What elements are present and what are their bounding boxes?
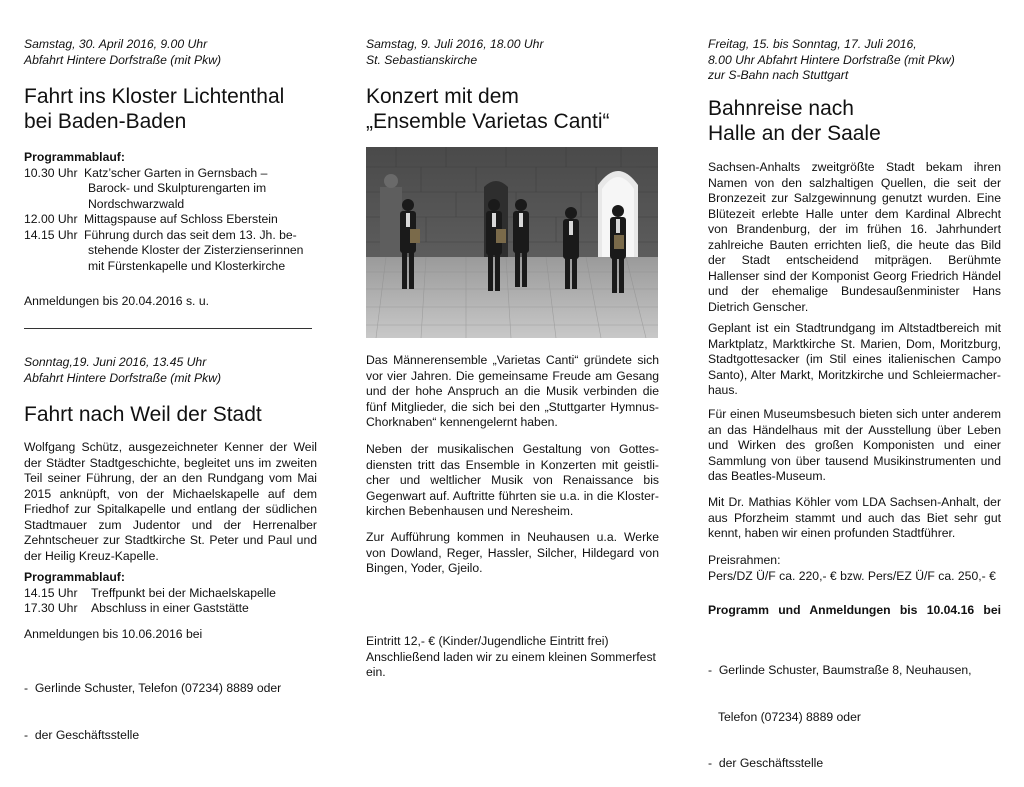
program-text: Abschluss in einer Gaststätte <box>91 601 249 615</box>
program-item <box>24 228 324 244</box>
body-line: Geplant ist ein Stadtrundgang im Altstadtbereich mit <box>708 321 1001 335</box>
body-line: Zur Aufführung kommen in Neuhausen u.a. Werke <box>366 530 659 544</box>
program-text: Führung durch das seit dem 13. Jh. be- <box>84 227 297 242</box>
event-weil-contacts <box>24 650 281 759</box>
title-line: Halle an der Saale <box>708 122 881 145</box>
program-item-cont: stehende Kloster der Zisterzienserinnen <box>88 243 304 257</box>
body-line: und der ehemalige Bundesaußenminister Hans <box>708 284 1001 298</box>
body-line: Blütezeit erlebte Halle unter dem Kardinal Albrecht <box>708 206 1001 221</box>
entry-line: Anschließend laden wir zu einem kleinen Sommerfest <box>366 649 656 664</box>
trip-halle-contacts <box>708 632 972 787</box>
title-line: Fahrt ins Kloster Lichtenthal <box>24 85 285 108</box>
program-item-cont: mit Fürstenkapelle und Klosterkirche <box>88 258 286 273</box>
section-divider <box>24 328 312 329</box>
ensemble-photo <box>366 147 658 338</box>
trip-halle-para1 <box>708 160 1001 315</box>
event-lichtenthal-registration: Anmeldungen bis 20.04.2016 s. u. <box>24 294 209 308</box>
contact-line: - Gerlinde Schuster, Baumstraße 8, Neuhausen, <box>708 663 972 677</box>
meta-line: 8.00 Uhr Abfahrt Hintere Dorfstraße (mit Pkw) <box>708 52 955 67</box>
trip-halle-title <box>708 96 881 146</box>
contact-line: - Gerlinde Schuster, Telefon (07234) 8889 oder <box>24 681 282 695</box>
event-lichtenthal-meta <box>24 37 221 68</box>
body-line: Für einen Museumsbesuch bieten sich unter anderem <box>708 407 1001 421</box>
body-line: Stadtmauer zum Judentor und der Herrenalber <box>24 517 317 532</box>
body-line: der Stadt entscheidend mitprägen. Berühmte <box>708 253 1001 267</box>
event-lichtenthal-program <box>24 150 324 274</box>
title-line: Konzert mit dem <box>366 85 519 108</box>
program-time: 12.00 Uhr <box>24 212 78 226</box>
concert-para2 <box>366 442 659 520</box>
body-line: Hallenser sind der Komponist Georg Friedrich Händel <box>708 268 1001 283</box>
event-weil-meta <box>24 355 221 386</box>
event-weil-registration: Anmeldungen bis 10.06.2016 bei <box>24 627 203 641</box>
trip-halle-program-registration: Programm und Anmeldungen bis 10.04.16 bei <box>708 603 1001 617</box>
body-line: kennt, haben wir einen profunden Stadtführer. <box>708 526 956 540</box>
body-line: Das Männerensemble „Varietas Canti“ gründete sich <box>366 353 659 367</box>
contact-line: - der Geschäftsstelle <box>708 756 824 770</box>
concert-meta <box>366 37 544 68</box>
program-text: Treffpunkt bei der Michaelskapelle <box>91 585 276 600</box>
event-weil-body <box>24 440 317 564</box>
meta-line: St. Sebastianskirche <box>366 52 478 67</box>
body-line: Gegenwart auf. Auftritte führten sie u.a. in die Kloster- <box>366 488 659 503</box>
body-line: aus Pforzheim stammt und auch das Biet sehr gut <box>708 510 1001 525</box>
body-line: Sachsen-Anhalts zweitgrößte Stadt bekam ihren <box>708 160 1001 174</box>
body-line: Santo), Alter Markt, Moritzkirche und Schleiermacher- <box>708 367 1001 382</box>
program-item <box>24 212 324 228</box>
program-item <box>24 166 324 182</box>
concert-para1 <box>366 353 659 431</box>
body-line: Wolfgang Schütz, ausgezeichneter Kenner der Weil <box>24 440 317 454</box>
meta-line: Abfahrt Hintere Dorfstraße (mit Pkw) <box>24 52 222 67</box>
body-line: vor vier Jahren. Die gemeinsame Freude am Gesang <box>366 368 659 383</box>
body-line: von Brandenburg, der im frühen 16. Jahrhundert <box>708 222 1001 236</box>
body-line: cher und weltlicher Musik von Renaissance bis <box>366 473 659 487</box>
body-line: haus. <box>708 383 738 397</box>
body-line: und der hohe Anspruch an die Musik verbinden die <box>366 384 659 398</box>
program-item-cont: Nordschwarzwald <box>88 196 185 211</box>
concert-para3 <box>366 530 659 577</box>
body-line: diensten tritt das Ensemble in Konzerten mit geistli- <box>366 457 659 472</box>
body-line: fünf Mitglieder, die sich bei den „Stuttgarter Hymnus- <box>366 399 659 414</box>
body-line: 2015 anknüpft, von der Michaelskapelle auf dem <box>24 486 317 501</box>
event-weil-title: Fahrt nach Weil der Stadt <box>24 403 262 426</box>
body-line: Stadtgottesacker (im Stil eines italienischen Campo <box>708 352 1001 366</box>
body-line: Zehntscheuer zur Stadtkirche St. Peter und Paul und <box>24 533 317 547</box>
program-heading: Programmablauf: <box>24 150 125 164</box>
trip-halle-price <box>708 553 996 584</box>
body-line: Namen von den salzhaltigen Quellen, die seit der <box>708 175 1001 190</box>
meta-line: Abfahrt Hintere Dorfstraße (mit Pkw) <box>24 370 222 385</box>
title-line: „Ensemble Varietas Canti“ <box>366 110 610 133</box>
concert-title <box>366 84 610 134</box>
trip-halle-meta <box>708 37 955 84</box>
body-line: das Beatles-Museum. <box>708 469 826 483</box>
body-line: kirchen Bebenhausen und Neresheim. <box>366 504 574 518</box>
meta-line: zur S-Bahn nach Stuttgart <box>708 68 849 82</box>
program-item-cont: Barock- und Skulpturengarten im <box>88 181 267 195</box>
body-line: der Heilig Kreuz-Kapelle. <box>24 548 159 563</box>
title-line: bei Baden-Baden <box>24 110 187 133</box>
body-line: Sammlung von über tausend Musikinstrumenten und <box>708 453 1001 468</box>
event-lichtenthal-title <box>24 84 284 134</box>
body-line: Neben der musikalischen Gestaltung von Gottes- <box>366 442 659 456</box>
body-line: von Dowland, Reger, Hassler, Silcher, Hildegard von <box>366 545 659 560</box>
title-line: Bahnreise nach <box>708 97 854 120</box>
body-line: Bronzezeit zur Salzgewinnung genutzt wurden. Eine <box>708 191 1001 205</box>
meta-line: Samstag, 9. Juli 2016, 18.00 Uhr <box>366 37 544 51</box>
program-heading: Programmablauf: <box>24 570 125 584</box>
body-line: Dietrich Genscher. <box>708 299 809 314</box>
ensemble-photo-graphic <box>366 147 658 338</box>
trip-halle-para4 <box>708 495 1001 542</box>
price-line: Pers/DZ Ü/F ca. 220,- € bzw. Pers/EZ Ü/F ca. 250,- € <box>708 568 996 583</box>
meta-line: Freitag, 15. bis Sonntag, 17. Juli 2016, <box>708 37 917 51</box>
trip-halle-para3 <box>708 407 1001 485</box>
event-weil-program <box>24 570 324 617</box>
body-line: an das Händelhaus mit der Ausstellung über Leben <box>708 422 1001 437</box>
program-time: 17.30 Uhr <box>24 601 78 615</box>
program-time: 10.30 Uhr <box>24 165 78 180</box>
concert-entry <box>366 634 656 681</box>
body-line: Teil seiner Führung, der an den Rundgang vom Mai <box>24 471 317 485</box>
body-line: und Wirken des großen Komponisten und einer <box>708 438 1001 452</box>
program-item <box>24 586 324 602</box>
price-heading: Preisrahmen: <box>708 553 781 567</box>
trip-halle-para2 <box>708 321 1001 399</box>
program-time: 14.15 Uhr <box>24 227 78 242</box>
contact-line: - der Geschäftsstelle <box>24 727 140 742</box>
program-text: Katz’scher Garten in Gernsbach – <box>84 165 268 180</box>
program-item <box>24 601 324 617</box>
body-line: Bingen, Yoder, Gjeilo. <box>366 561 483 575</box>
body-line: der Städter Stadtgeschichte, begleitet uns im zweiten <box>24 455 317 470</box>
body-line: Chorknaben“ kennengelernt haben. <box>366 415 558 429</box>
body-line: Mit Dr. Mathias Köhler vom LDA Sachsen-Anhalt, der <box>708 495 1001 509</box>
body-line: zahlreiche Bauten errichten ließ, die heute das Bild <box>708 237 1001 252</box>
program-text: Mittagspause auf Schloss Eberstein <box>84 212 278 226</box>
program-time: 14.15 Uhr <box>24 585 78 600</box>
entry-line: ein. <box>366 665 386 679</box>
body-line: Marktplatz, Marktkirche St. Marien, Dom, Moritzburg, <box>708 336 1001 351</box>
meta-line: Sonntag,19. Juni 2016, 13.45 Uhr <box>24 355 207 369</box>
contact-line: Telefon (07234) 8889 oder <box>708 709 861 724</box>
entry-line: Eintritt 12,- € (Kinder/Jugendliche Eintritt frei) <box>366 634 609 648</box>
body-line: Friedhof zur Spitalkapelle und entlang der südlichen <box>24 502 317 516</box>
meta-line: Samstag, 30. April 2016, 9.00 Uhr <box>24 37 208 51</box>
